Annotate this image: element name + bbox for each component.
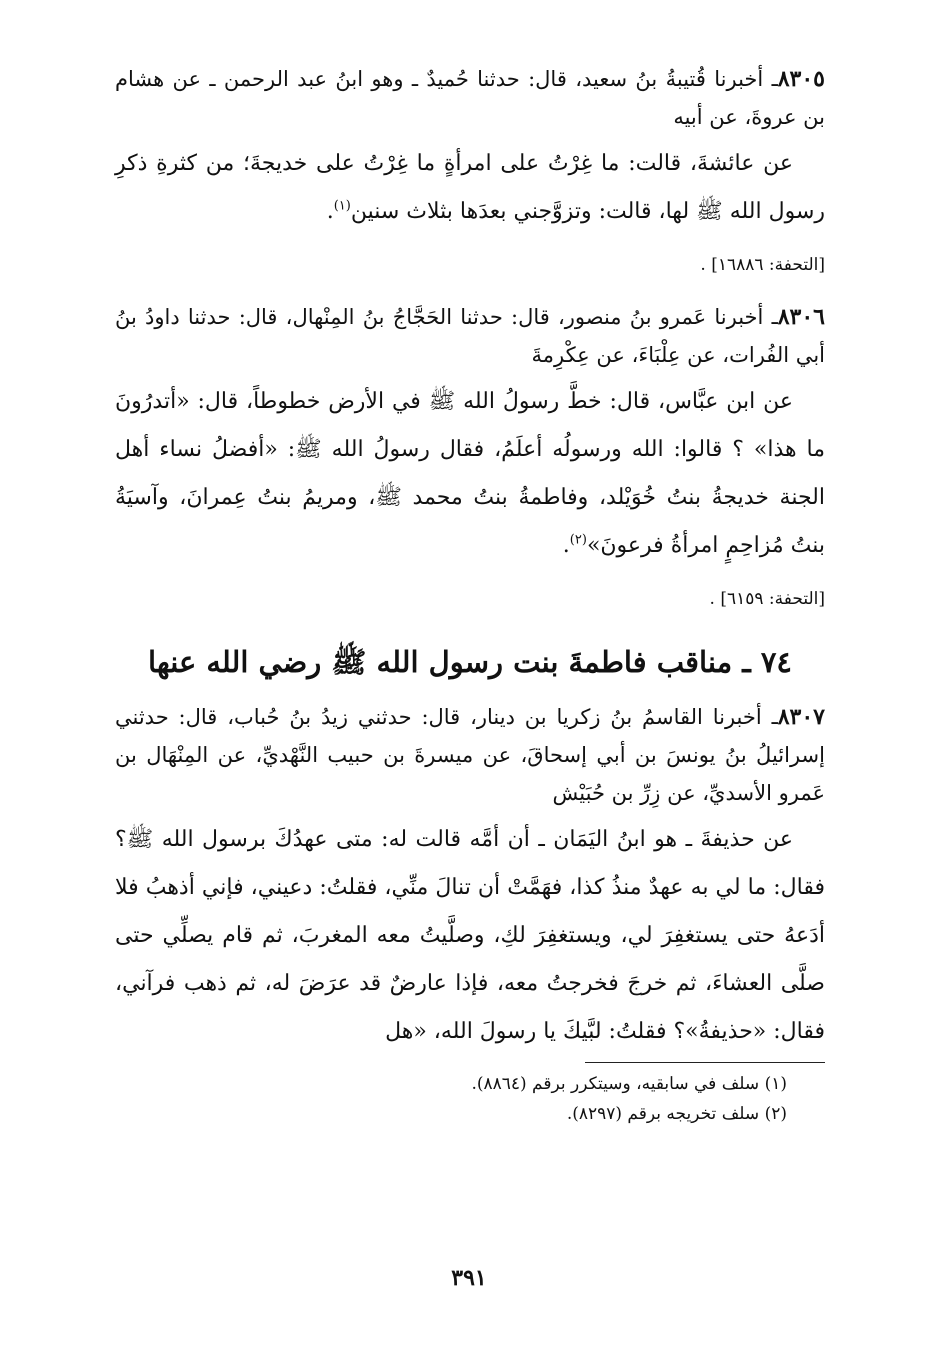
footnote-marker: (٢) xyxy=(764,1104,787,1124)
book-page xyxy=(115,60,825,1129)
hadith-isnad xyxy=(115,698,825,812)
hadith-8306 xyxy=(115,298,825,614)
tuhfa-reference: [التحفة: ٦١٥٩] . xyxy=(709,589,825,609)
footnote-text: سلف في سابقيه، وسيتكرر برقم (٨٨٦٤). xyxy=(471,1074,760,1094)
hadith-number: ٨٣٠٧ xyxy=(777,704,825,730)
matn-text: عن عائشةَ، قالت: ما غِرْتُ على امرأةٍ ما غِرْتُ على خديجةَ؛ من كثرةِ ذكرِ رسول الله ﷺ لها، قالت: وتزوَّجني بعدَها بثلاث سنين xyxy=(115,151,825,224)
hadith-number: ٨٣٠٦ xyxy=(777,304,825,330)
hadith-matn xyxy=(115,816,825,1056)
hadith-8305 xyxy=(115,60,825,280)
matn-text: عن ابن عبَّاس، قال: خطَّ رسولُ الله ﷺ في الأرض خطوطاً، قال: «أتدرُونَ ما هذا» ؟ قالوا: الله ورسولُه أعلَمُ، فقال رسولُ الله ﷺ: «أفضلُ نساء أهل الجنة خديجةُ بنتُ خُوَيْلد، وفاطمةُ بنتُ محمد ﷺ، ومريمُ بنتُ عِمرانَ، وآسيَةُ بنتُ مُزاحِمٍ امرأةُ فرعونَ» xyxy=(115,389,825,558)
footnote-divider xyxy=(585,1062,825,1063)
footnote-marker: (١) xyxy=(333,198,351,214)
tuhfa-reference: [التحفة: ١٦٨٨٦] . xyxy=(700,255,825,275)
isnad-text: ـ أخبرنا عَمرو بنُ منصور، قال: حدثنا الحَجَّاجُ بنُ المِنْهال، قال: حدثنا داودُ بنُ أبي الفُرات، عن عِلْبَاءَ، عن عِكْرِمةَ xyxy=(115,305,825,367)
matn-text: عن حذيفةَ ـ هو ابنُ اليَمَان ـ أن أمَّه قالت له: متى عهدُكَ برسول الله ﷺ؟ فقال: ما لي به عهدٌ منذُ كذا، فهَمَّتْ أن تنالَ منِّي، فقلتُ: دعيني، فإني أذهبُ فلا أدَعهُ حتى يستغفِرَ لي، ويستغفِرَ لكِ، وصلَّيتُ معه المغربَ، ثم قام يصلِّي حتى صلَّى العشاءَ، ثم خرجَ فخرجتُ معه، فإذا عارضٌ قد عرَضَ له، ثم ذهب فرآني، فقال: «حذيفةُ»؟ فقلتُ: لبَّيكَ يا رسولَ الله، «هل xyxy=(115,827,825,1044)
hadith-matn: عن ابن عبَّاس، قال: خطَّ رسولُ الله ﷺ في الأرض خطوطاً، قال: «أتدرُونَ ما هذا» ؟ قالوا: الله ورسولُه أعلَمُ، فقال رسولُ الله ﷺ: «أفضلُ نساء أهل الجنة خديجةُ بنتُ خُوَيْلد، وفاطمةُ بنتُ محمد ﷺ، ومريمُ بنتُ عِمرانَ، وآسيَةُ بنتُ مُزاحِمٍ امرأةُ فرعونَ»$^{(٢)}$. xyxy=(115,389,825,558)
footnote-text: سلف تخريجه برقم (٨٢٩٧). xyxy=(566,1104,760,1124)
footnote-1 xyxy=(115,1069,825,1099)
footnote-marker: (٢) xyxy=(569,532,587,548)
isnad-text: ـ أخبرنا القاسمُ بنُ زكريا بن دينار، قال: حدثني زيدُ بنُ حُباب، قال: حدثني إسرائيلُ بنُ يونسَ بن أبي إسحاقَ، عن ميسرةَ بن حبيب النَّهْديِّ، عن المِنْهَال بن عَمرو الأسديِّ، عن زِرِّ بن حُبَيْش xyxy=(115,705,825,805)
hadith-isnad xyxy=(115,298,825,374)
hadith-matn: عن عائشةَ، قالت: ما غِرْتُ على امرأةٍ ما غِرْتُ على خديجةَ؛ من كثرةِ ذكرِ رسول الله ﷺ لها، قالت: وتزوَّجني بعدَها بثلاث سنين$^{(١)}$. xyxy=(115,151,825,224)
footnote-marker: (١) xyxy=(764,1074,787,1094)
hadith-isnad xyxy=(115,60,825,136)
chapter-heading: ٧٤ ـ مناقب فاطمةَ بنت رسول الله ﷺ رضي الله عنها xyxy=(148,645,792,679)
hadith-number: ٨٣٠٥ xyxy=(777,66,825,92)
isnad-text: ـ أخبرنا قُتيبةُ بنُ سعيد، قال: حدثنا حُميدٌ ـ وهو ابنُ عبد الرحمن ـ عن هشام بن عروةَ، عن أبيه xyxy=(115,67,825,129)
hadith-8307 xyxy=(115,698,825,1056)
page-number: ٣٩١ xyxy=(451,1265,487,1291)
footnote-2 xyxy=(115,1099,825,1129)
